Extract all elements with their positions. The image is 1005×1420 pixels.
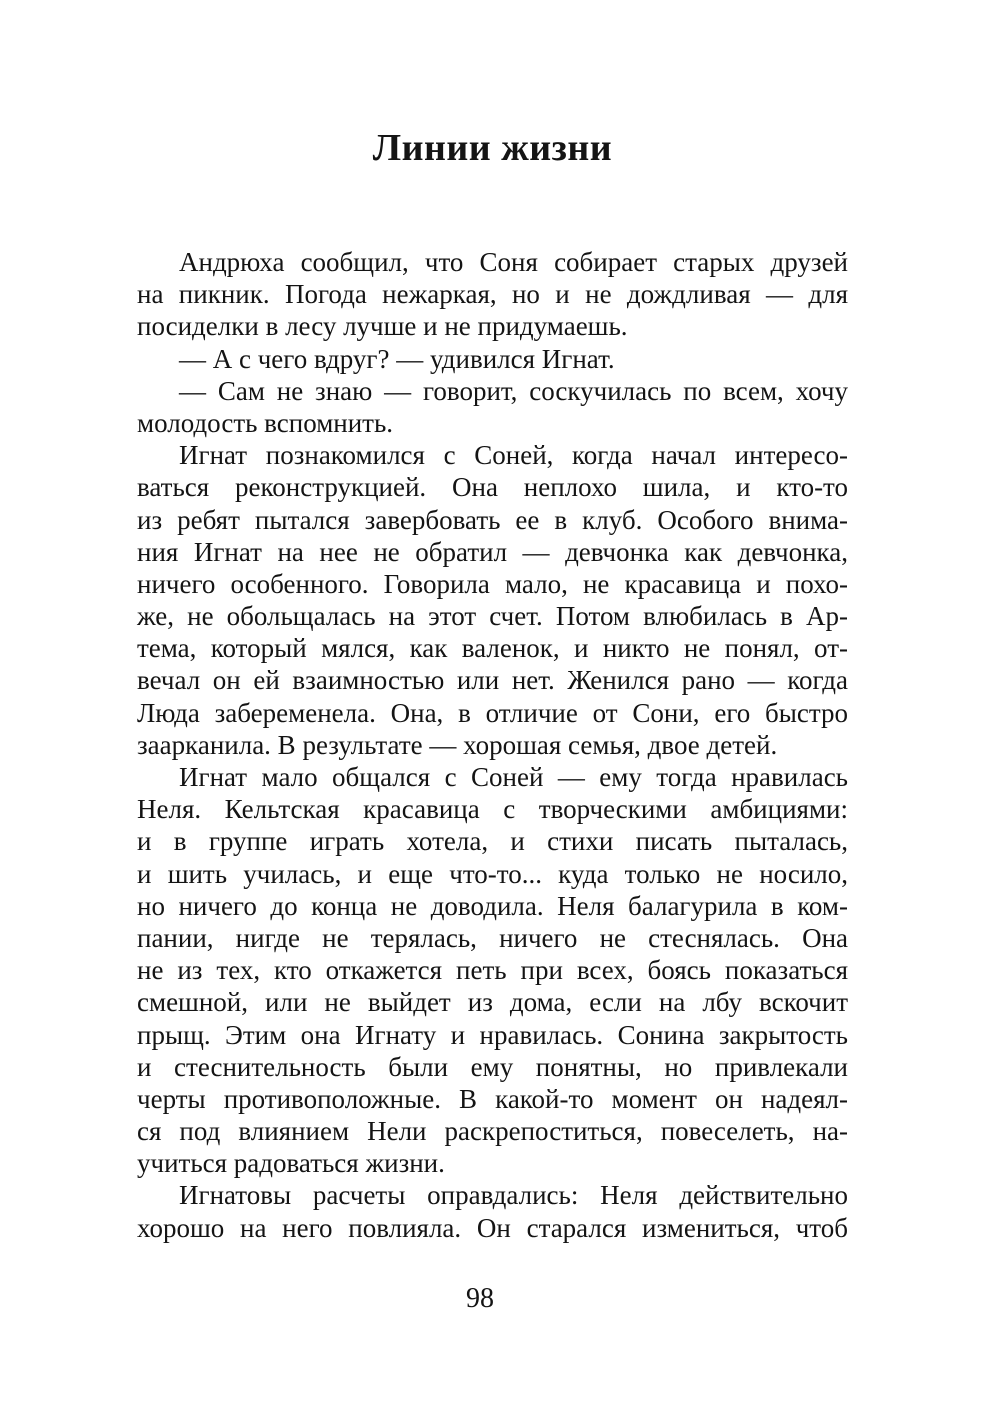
paragraph <box>137 439 848 761</box>
text-line: смешной, или не выйдет из дома, если на лбу вскочит <box>137 987 848 1018</box>
text-line: Игнат познакомился с Соней, когда начал интересо- <box>179 440 848 471</box>
text-line: Андрюха сообщил, что Соня собирает старых друзей <box>179 247 848 277</box>
text-line: — А с чего вдруг? — удивился Игнат. <box>179 343 615 374</box>
page-number: 98 <box>466 1283 494 1314</box>
paragraph <box>137 246 848 343</box>
paragraph <box>137 375 848 439</box>
text-line: и шить училась, и еще что-то... куда только не носило, <box>137 858 848 889</box>
text-body <box>137 246 848 1244</box>
text-line: Игнатовы расчеты оправдались: Неля действительно <box>179 1180 848 1211</box>
text-line: тема, который мялся, как валенок, и никто не понял, от- <box>137 633 848 664</box>
text-line: на пикник. Погода нежаркая, но и не дождливая — для <box>137 279 848 310</box>
text-line: — Сам не знаю — говорит, соскучилась по всем, хочу <box>179 375 848 406</box>
text-line: посиделки в лесу лучше и не придумаешь. <box>137 311 628 342</box>
text-line: не из тех, кто откажется петь при всех, боясь показаться <box>137 955 848 986</box>
paragraph <box>137 1179 848 1243</box>
text-line: ния Игнат на нее не обратил — девчонка как девчонка, <box>137 536 848 567</box>
text-line: Люда забеременела. Она, в отличие от Сони, его быстро <box>137 697 848 728</box>
text-line: молодость вспомнить. <box>137 407 394 438</box>
text-line: ничего особенного. Говорила мало, не красавица и похо- <box>137 568 848 599</box>
text-line: ся под влиянием Нели раскрепоститься, повеселеть, на- <box>137 1116 848 1147</box>
text-line: вечал он ей взаимностью или нет. Женился рано — когда <box>137 665 848 696</box>
text-line: и стеснительность были ему понятны, но привлекали <box>137 1051 848 1082</box>
text-line: учиться радоваться жизни. <box>137 1148 445 1179</box>
text-line: прыщ. Этим она Игнату и нравилась. Сонина закрытость <box>137 1019 848 1050</box>
paragraph <box>137 761 848 1179</box>
text-line: же, не обольщалась на этот счет. Потом влюбилась в Ар- <box>137 601 848 632</box>
text-line: из ребят пытался завербовать ее в клуб. Особого внима- <box>137 504 848 535</box>
text-line: черты противоположные. В какой-то момент он надеял- <box>137 1083 848 1114</box>
text-line: Неля. Кельтская красавица с творческими амбициями: <box>137 794 848 825</box>
paragraph <box>137 343 848 375</box>
text-line: хорошо на него повлияла. Он старался измениться, чтоб <box>137 1212 848 1243</box>
text-line: заарканила. В результате — хорошая семья, двое детей. <box>137 729 778 760</box>
text-line: пании, нигде не терялась, ничего не стеснялась. Она <box>137 922 848 953</box>
text-line: и в группе играть хотела, и стихи писать пыталась, <box>137 826 848 857</box>
page-title: Линии жизни <box>372 127 613 169</box>
text-line: ваться реконструкцией. Она неплохо шила, и кто-то <box>137 472 848 503</box>
text-line: но ничего до конца не доводила. Неля балагурила в ком- <box>137 890 848 921</box>
text-line: Игнат мало общался с Соней — ему тогда нравилась <box>179 762 848 792</box>
